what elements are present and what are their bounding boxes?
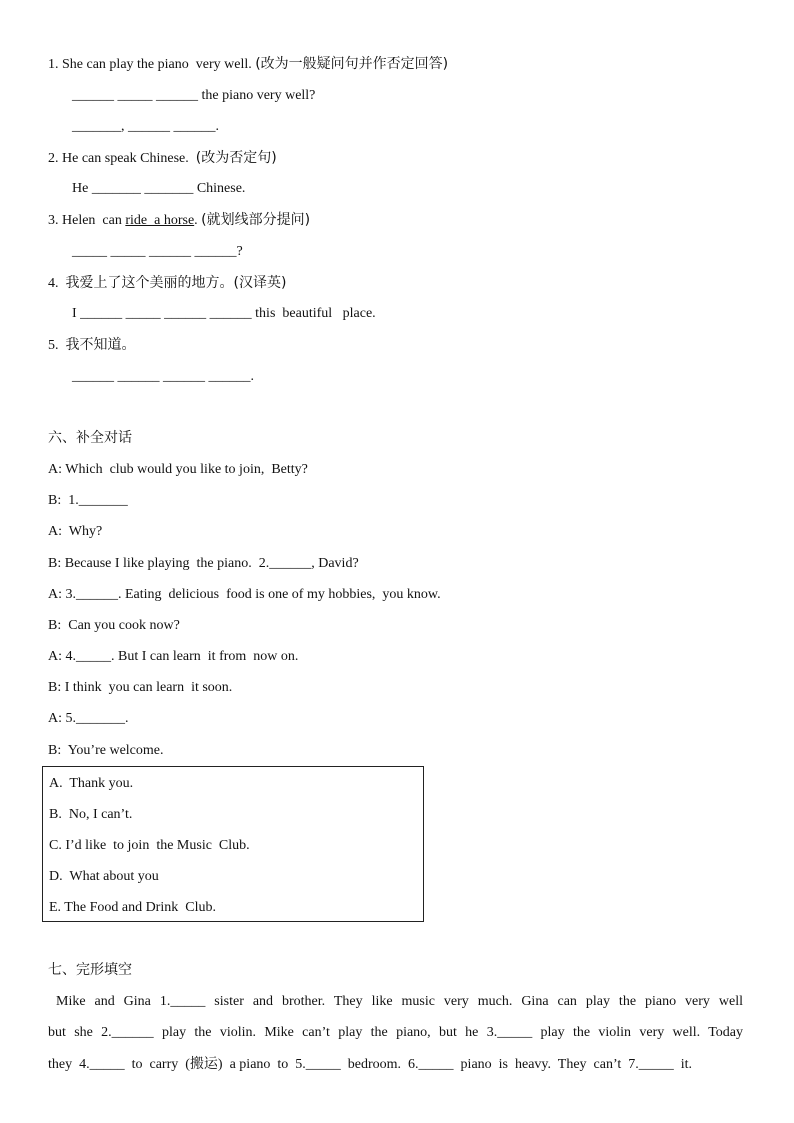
cloze-paragraph-line-3 <box>48 1055 743 1074</box>
question-2 <box>48 149 277 168</box>
question-1-prompt: 1. She can play the piano very well. <box>48 57 256 72</box>
dialogue-line: B: Can you cook now? <box>48 618 180 633</box>
dialogue-line: A: 4._____. But I can learn it from now on. <box>48 649 299 664</box>
dialogue-line: A: 3.______. Eating delicious food is one of my hobbies, you know. <box>48 587 441 602</box>
dialogue-line: B: You’re welcome. <box>48 743 164 758</box>
question-1 <box>48 55 448 74</box>
question-5 <box>48 336 136 355</box>
question-4-number: 4. <box>48 276 66 291</box>
question-5-number: 5. <box>48 338 66 353</box>
question-4-answer-line: I ______ _____ ______ ______ this beautiful place. <box>72 306 376 321</box>
section-7-heading: 七、完形填空 <box>48 962 132 978</box>
question-5-chinese-sentence: 我不知道。 <box>65 337 136 353</box>
question-3-prompt: 3. Helen can <box>48 213 126 228</box>
cloze-paragraph-line-2: but she 2.______ play the violin. Mike can’t play the piano, but he 3._____ play the violin very well. Today <box>48 1025 743 1040</box>
question-5-answer-line: ______ ______ ______ ______. <box>72 369 254 384</box>
dialogue-line: B: 1._______ <box>48 493 128 508</box>
option-b: B. No, I can’t. <box>49 807 133 822</box>
dialogue-line: B: Because I like playing the piano. 2.______, David? <box>48 556 359 571</box>
dialogue-line: A: Why? <box>48 524 103 539</box>
question-4 <box>48 274 286 293</box>
question-3-underlined-phrase: ride a horse <box>125 213 195 228</box>
question-3 <box>48 211 310 230</box>
cloze-line-3-part-1: they 4._____ to carry ( <box>48 1057 190 1072</box>
section-6-heading: 六、补全对话 <box>48 430 132 446</box>
question-3-instruction: (就划线部分提问) <box>201 212 311 228</box>
question-2-prompt: 2. He can speak Chinese. <box>48 151 196 166</box>
option-a: A. Thank you. <box>49 776 134 791</box>
option-d: D. What about you <box>49 869 159 884</box>
option-e: E. The Food and Drink Club. <box>49 900 216 915</box>
question-1-instruction: (改为一般疑问句并作否定回答) <box>255 56 449 72</box>
options-box <box>42 766 424 922</box>
question-1-answer-line-1: ______ _____ ______ the piano very well? <box>72 88 316 103</box>
cloze-chinese-gloss: 搬运 <box>189 1056 218 1072</box>
question-4-chinese-sentence: 我爱上了这个美丽的地方。(汉译英) <box>65 275 287 291</box>
cloze-paragraph-line-1: Mike and Gina 1._____ sister and brother. They like music very much. Gina can play the piano very well <box>56 994 743 1009</box>
question-1-answer-line-2: _______, ______ ______. <box>72 119 219 134</box>
option-c: C. I’d like to join the Music Club. <box>49 838 250 853</box>
dialogue-line: A: 5._______. <box>48 711 129 726</box>
question-2-instruction: (改为否定句) <box>195 150 277 166</box>
dialogue-line: B: I think you can learn it soon. <box>48 680 233 695</box>
cloze-line-3-part-2: ) a piano to 5._____ bedroom. 6._____ piano is heavy. They can’t 7._____ it. <box>217 1057 693 1072</box>
question-2-answer-line: He _______ _______ Chinese. <box>72 181 246 196</box>
dialogue-line: A: Which club would you like to join, Betty? <box>48 462 308 477</box>
question-3-punctuation: . <box>194 213 202 228</box>
question-3-answer-line: _____ _____ ______ ______? <box>72 244 243 259</box>
